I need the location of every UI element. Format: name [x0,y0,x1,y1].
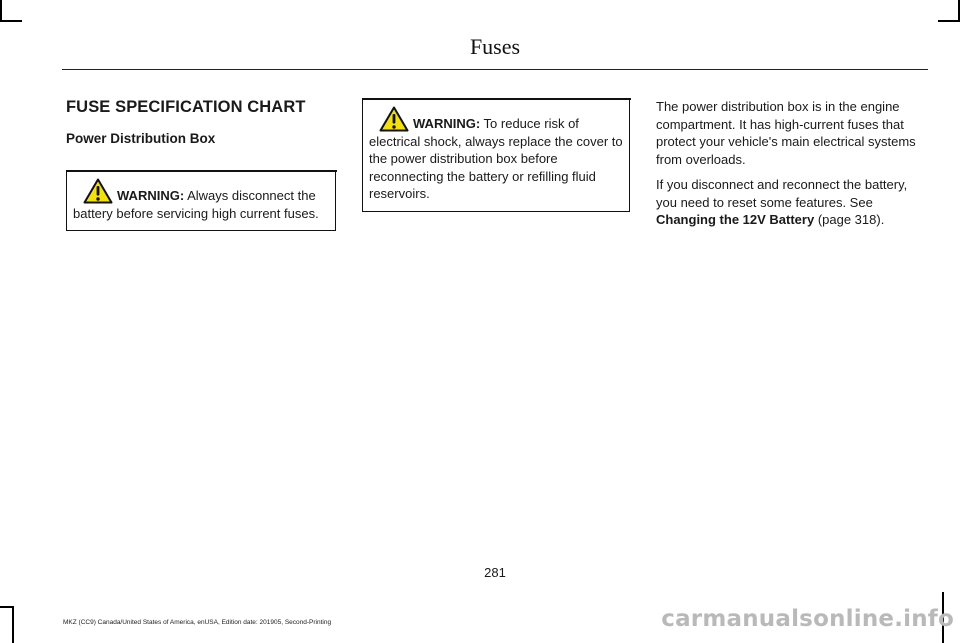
crop-mark [938,20,960,22]
cross-reference-link[interactable]: Changing the 12V Battery [656,212,815,227]
warning-label: WARNING: [413,116,481,131]
paragraph [656,176,931,229]
crop-mark [12,606,14,643]
footer-text: MKZ (CC9) Canada/United States of America, enUSA, Edition date: 201905, Second-Printing [63,619,332,626]
paragraph-text: If you disconnect and reconnect the battery, you need to reset some features. See [656,177,908,210]
page-title: Fuses [469,34,521,59]
page-number: 281 [484,565,506,580]
warning-label: WARNING: [117,188,185,203]
warning-triangle-icon [379,106,409,132]
warning-text: To reduce risk of [480,116,579,131]
middle-column [362,98,630,212]
header-rule [62,69,928,70]
left-column [66,98,336,231]
warning-box [362,98,630,212]
warning-box [66,170,336,231]
crop-mark [0,20,22,22]
watermark: carmanualsonline.info [661,606,954,632]
crop-mark [958,0,960,20]
crop-mark [0,606,12,608]
warning-triangle-icon [83,178,113,204]
subsection-heading: Power Distribution Box [66,131,216,146]
crop-mark [0,0,2,20]
section-heading: FUSE SPECIFICATION CHART [66,98,306,116]
page-reference: (page 318). [814,212,885,227]
warning-text: electrical shock, always replace the cover to the power distribution box before reconnecting the battery or refilling fluid reservoirs. [369,133,623,201]
right-column [656,98,931,237]
warning-text: battery before servicing high current fuses. [73,205,319,221]
paragraph: The power distribution box is in the engine compartment. It has high-current fuses that protect your vehicle's main electrical systems from overloads. [656,99,916,167]
warning-text: Always disconnect the [184,188,316,203]
